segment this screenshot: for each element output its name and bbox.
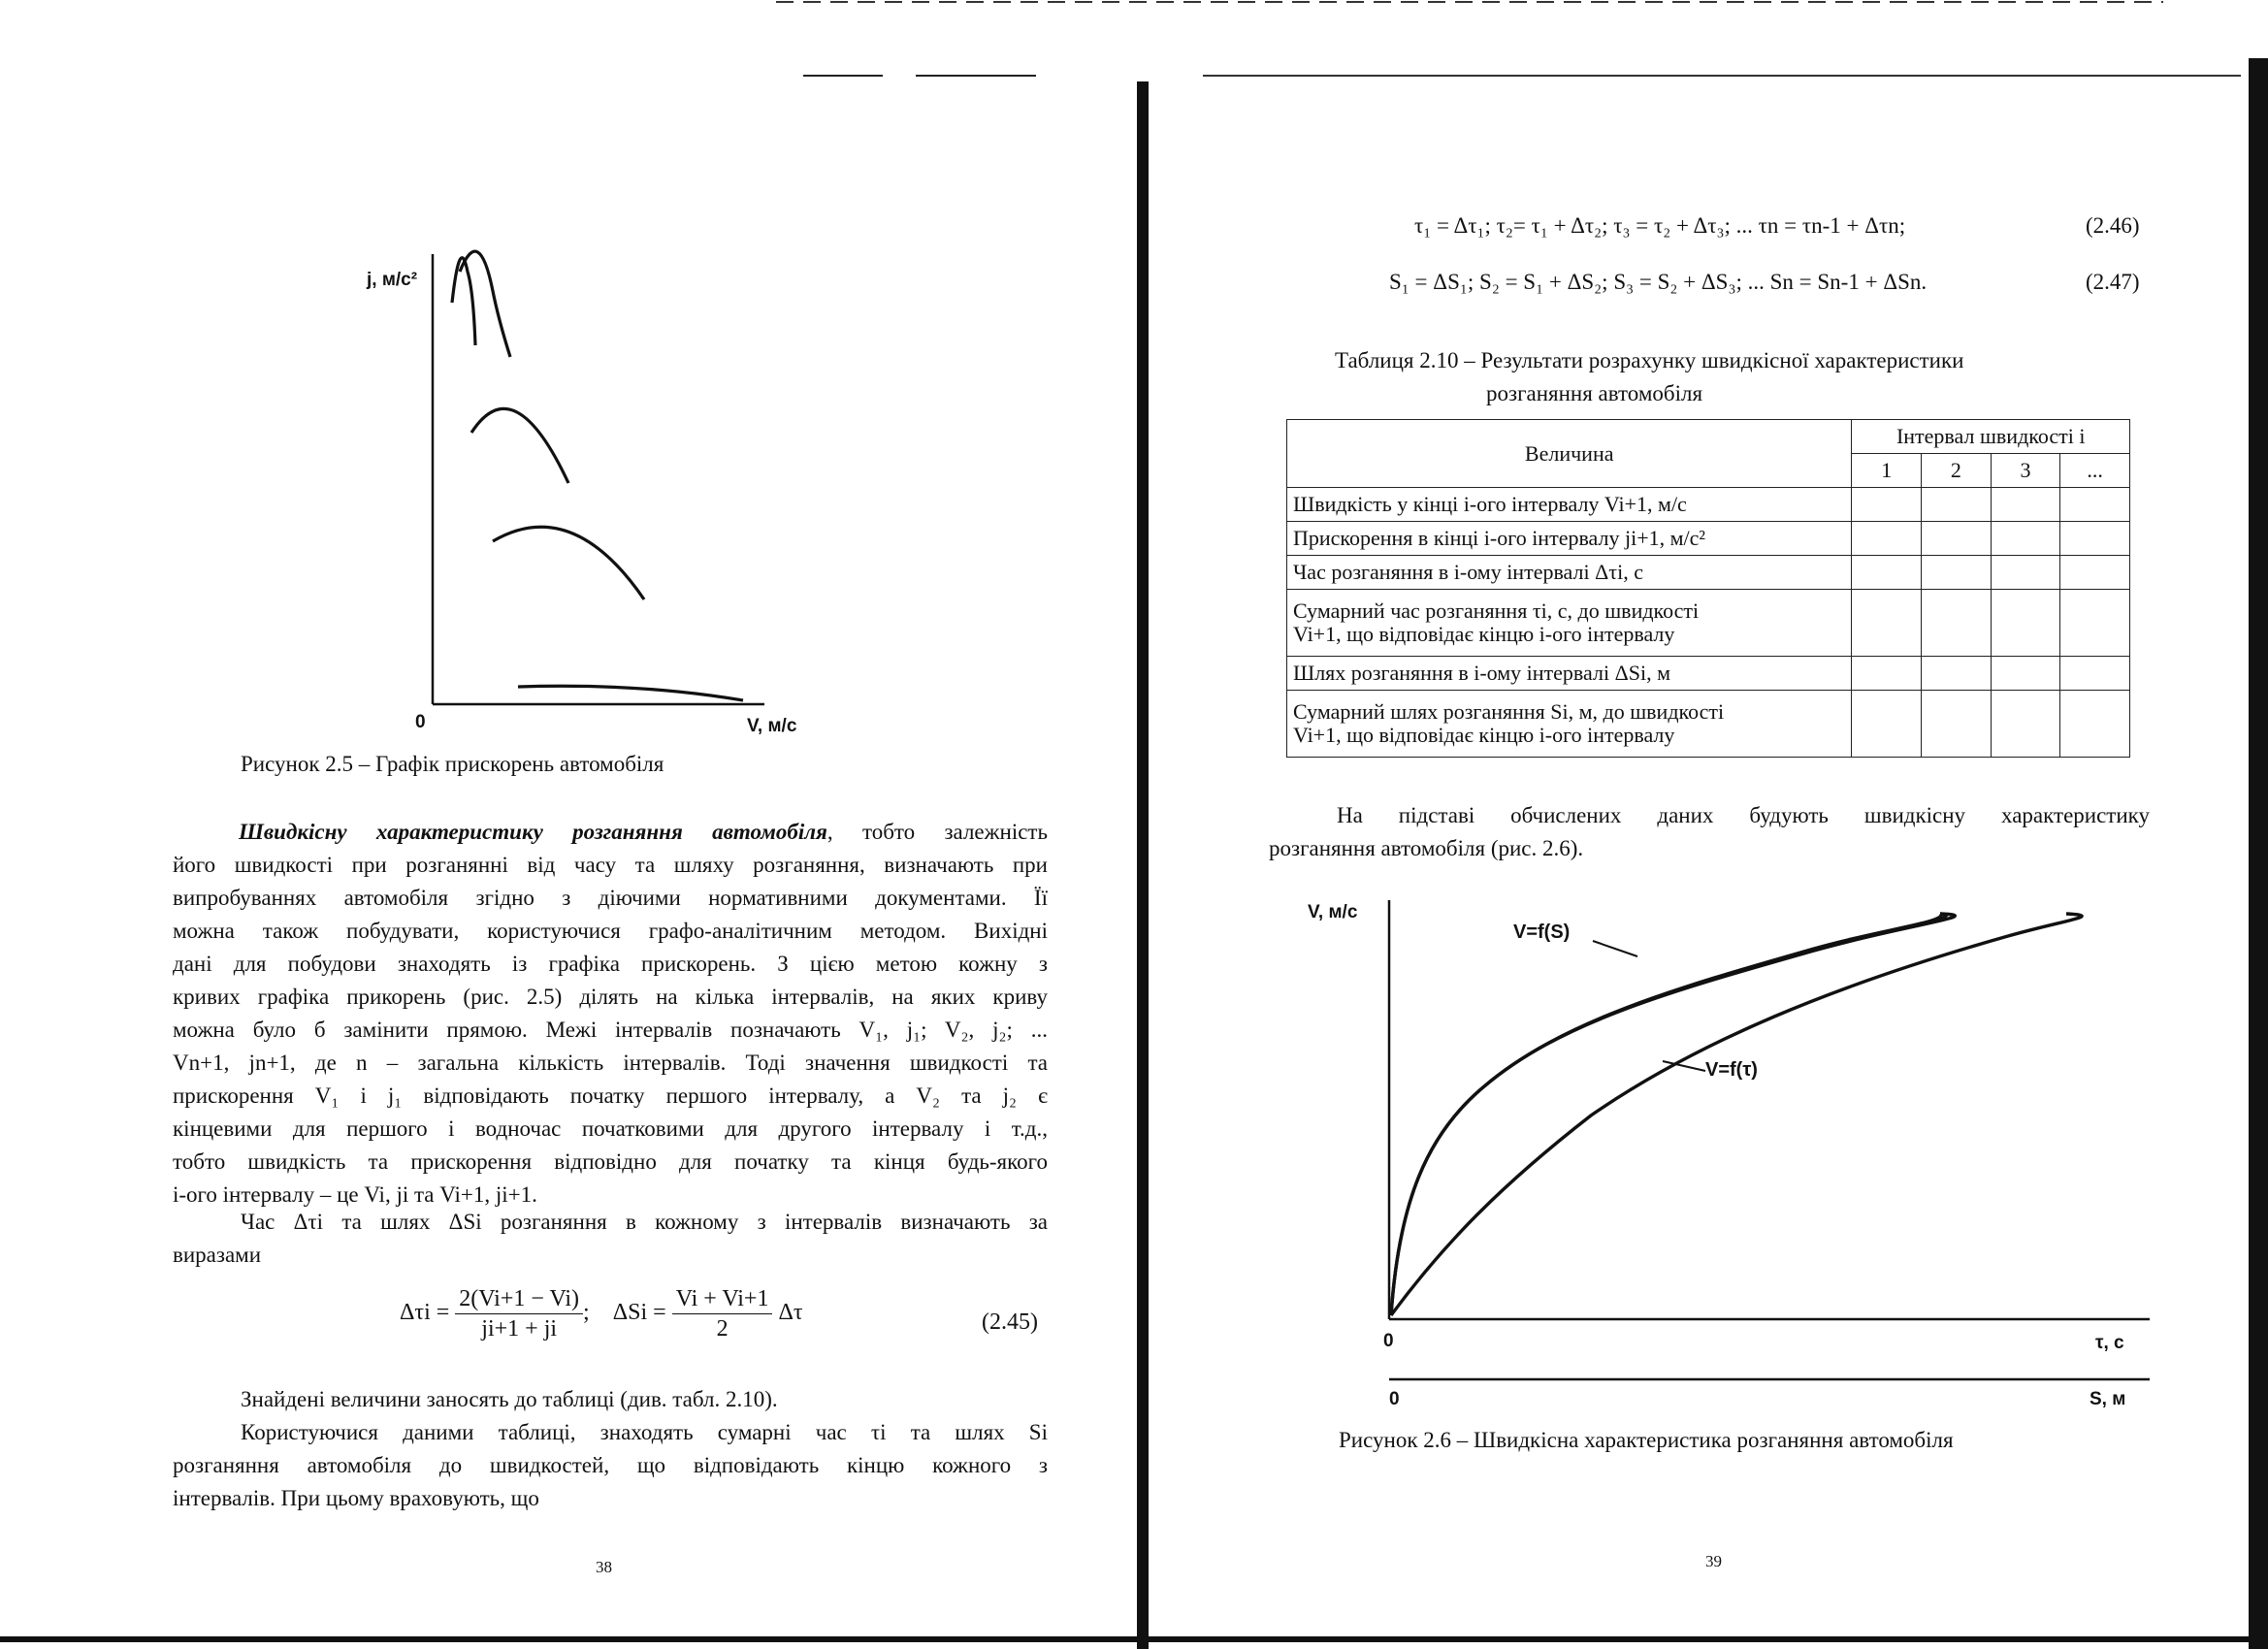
f245-lhs1: Δτi =	[400, 1300, 450, 1326]
f245-tail: Δτ	[778, 1300, 803, 1326]
p1-line-12: і-ого інтервалу – це Vi, ji та Vi+1, ji+1.	[173, 1182, 537, 1207]
row-label-speed: Швидкість у кінці і-ого інтервалу Vi+1, м/с	[1287, 488, 1852, 522]
p1-line-11: тобто швидкість та прискорення відповідно для початку та кінця будь-якого	[173, 1149, 1048, 1174]
interval-number-more: ...	[2060, 454, 2130, 488]
p1-line-7: можна було б замінити прямою. Межі інтервалів позначають V₁, j₁; V₂, j₂; ...	[173, 1018, 1048, 1042]
header-quantity: Величина	[1287, 420, 1852, 488]
interval-number-1: 1	[1852, 454, 1922, 488]
p5-line-1: На підставі обчислених даних будують швидкісну характеристику	[1337, 803, 2150, 827]
header-interval: Інтервал швидкості і	[1852, 420, 2130, 454]
f245-sep: ;	[583, 1300, 590, 1326]
p1-line-10: кінцевими для першого і водночас початковими для другого інтервалу і т.д.,	[173, 1116, 1048, 1141]
table-title-line-1: Таблиця 2.10 – Результати розрахунку швидкісної характеристики	[1335, 348, 1964, 372]
p4-line-2: розганяння автомобіля до швидкостей, що відповідають кінцю кожного з	[173, 1453, 1048, 1477]
fig26-x-axis-label-t: τ, с	[2095, 1333, 2124, 1353]
fig26-label-leader-s	[1593, 941, 1637, 956]
row-label-interval-time: Час розганяння в і-ому інтервалі Δτi, с	[1287, 556, 1852, 590]
table-title-line-2: розганяння автомобіля	[1486, 381, 1703, 405]
p1-line-4: можна також побудувати, користуючися графо-аналітичним методом. Вихідні	[173, 919, 1048, 943]
fig26-caption: Рисунок 2.6 – Швидкісна характеристика розганяння автомобіля	[1339, 1428, 1954, 1452]
row-label-total-time-line-1: Сумарний час розганяння τi, с, до швидкості	[1293, 598, 1700, 623]
p1-line-9: прискорення V₁ і j₁ відповідають початку першого інтервалу, а V₂ та j₂ є	[173, 1083, 1048, 1108]
p1-line-6: кривих графіка прикорень (рис. 2.5) ділять на кілька інтервалів, на яких криву	[173, 985, 1048, 1009]
fig25-y-axis-label: j, м/с²	[367, 270, 418, 290]
fig25-caption: Рисунок 2.5 – Графік прискорень автомобіля	[241, 752, 664, 776]
fig26-curve-t-label: V=f(τ)	[1705, 1059, 1758, 1081]
interval-number-2: 2	[1922, 454, 1992, 488]
formula-2-46: τ₁ = Δτ₁; τ₂= τ₁ + Δτ₂; τ₃ = τ₂ + Δτ₃; ... τn = τn-1 + Δτn;	[1414, 213, 1906, 238]
interval-number-3: 3	[1991, 454, 2060, 488]
f245-num2: Vi + Vi+1	[672, 1284, 773, 1314]
row-label-total-distance-line-1: Сумарний шлях розганяння Si, м, до швидкості	[1293, 699, 1725, 724]
row-label-acceleration: Прискорення в кінці і-ого інтервалу ji+1, м/с²	[1287, 522, 1852, 556]
fig25-x-axis-label: V, м/с	[747, 716, 797, 736]
fig25-origin: 0	[415, 712, 426, 732]
p2-line-2: виразами	[173, 1243, 262, 1267]
fig26-curve-s-label: V=f(S)	[1513, 922, 1571, 943]
fig26-curve-v-of-s-main	[1391, 914, 1941, 1315]
fig26-origin-t: 0	[1383, 1331, 1394, 1351]
row-label-total-distance-line-2: Vi+1, що відповідає кінцю і-ого інтервалу	[1293, 723, 1675, 747]
formula-2-45-number: (2.45)	[982, 1310, 1038, 1335]
formula-2-46-number: (2.46)	[2086, 213, 2140, 238]
f245-lhs2: ΔSi =	[612, 1300, 666, 1326]
p1-lead-term: Швидкісну характеристику розганяння автомобіля	[239, 820, 827, 844]
fig26-graph	[1135, 0, 2268, 1455]
fig26-x-axis-label-s: S, м	[2090, 1389, 2126, 1409]
formula-2-47: S₁ = ΔS₁; S₂ = S₁ + ΔS₂; S₃ = S₂ + ΔS₃; ... Sn = Sn-1 + ΔSn.	[1389, 270, 1928, 294]
row-label-total-time-line-2: Vi+1, що відповідає кінцю і-ого інтервалу	[1293, 622, 1675, 646]
p1-line-8: Vn+1, jn+1, де n – загальна кількість інтервалів. Тоді значення швидкості та	[173, 1051, 1048, 1075]
p1-line-1: Швидкісну характеристику розганяння автомобіля, тобто залежність	[239, 820, 1048, 844]
f245-num1: 2(Vi+1 − Vi)	[455, 1284, 583, 1314]
fig26-origin-s: 0	[1389, 1389, 1400, 1409]
p5-line-2: розганяння автомобіля (рис. 2.6).	[1269, 836, 1584, 860]
f245-den1: ji+1 + ji	[481, 1316, 558, 1342]
p4-line-3: інтервалів. При цьому враховують, що	[173, 1486, 539, 1510]
p1-line-5: дані для побудови знаходять із графіка прискорень. З цією метою кожну з	[173, 952, 1048, 976]
fig26-y-axis-label: V, м/с	[1308, 902, 1358, 922]
formula-2-47-number: (2.47)	[2086, 270, 2140, 294]
f245-den2: 2	[716, 1316, 729, 1342]
row-label-interval-distance: Шлях розганяння в і-ому інтервалі ΔSi, м	[1287, 657, 1852, 691]
page-number-left: 38	[596, 1558, 612, 1576]
fig26-curve-v-of-s	[1391, 914, 1955, 1315]
p1-line-2: його швидкості при розганянні від часу та шляху розганяння, визначають при	[173, 853, 1048, 877]
p4-line-1: Користуючися даними таблиці, знаходять сумарні час τi та шлях Si	[241, 1420, 1048, 1444]
page-number-right: 39	[1705, 1552, 1722, 1570]
paragraph-table-entry: Знайдені величини заносять до таблиці (див. табл. 2.10).	[241, 1387, 778, 1411]
right-page	[1135, 0, 2268, 1649]
p2-line-1: Час Δτi та шлях ΔSi розганяння в кожному з інтервалів визначають за	[241, 1210, 1048, 1234]
p1-line-3: випробуваннях автомобіля згідно з діючими нормативними документами. Її	[173, 886, 1048, 910]
